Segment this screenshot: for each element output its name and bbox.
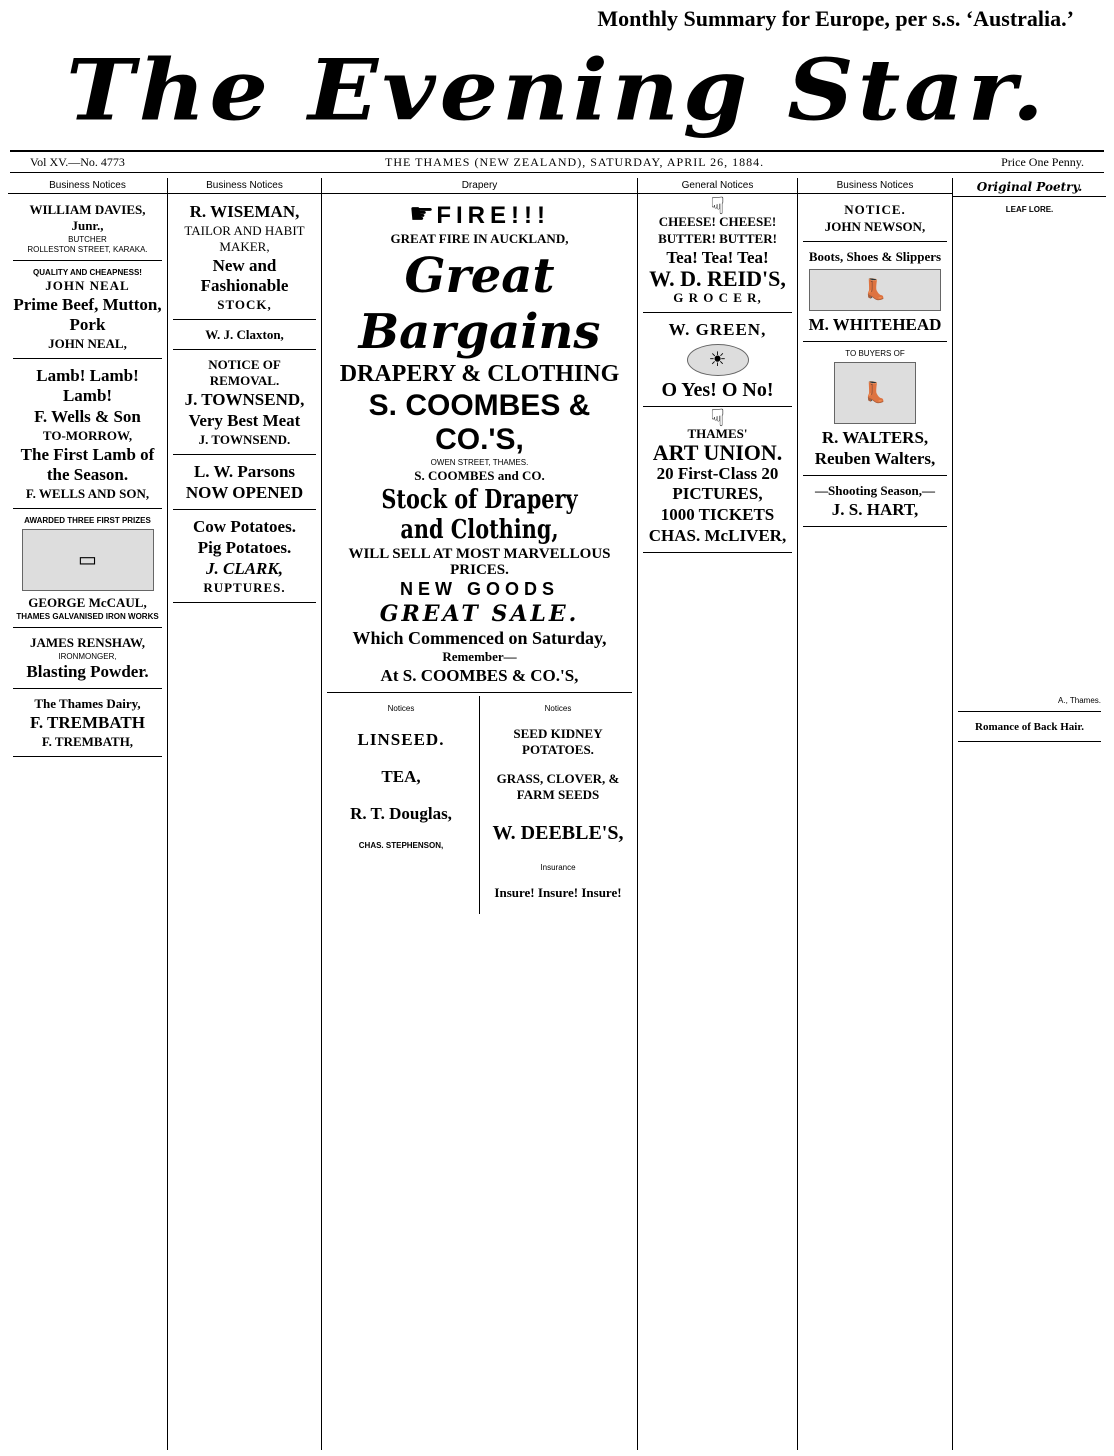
poem-text-area [958,215,1101,695]
green-ad: W. GREEN, ☀ O Yes! O No! [643,316,792,407]
newson-ad: NOTICE. JOHN NEWSON, [803,198,947,242]
boots-illustration-icon: 👢 [809,269,941,311]
column-6 [953,178,1106,1450]
renshaw-ad: JAMES RENSHAW, IRONMONGER, Blasting Powder. [13,631,162,689]
wiseman-ad: R. WISEMAN, TAILOR AND HABIT MAKER, New and Fashionable STOCK, [173,198,316,320]
column-header: Business Notices [8,180,167,194]
wells-ad: Lamb! Lamb! Lamb! F. Wells & Son TO-MORROW, The First Lamb of the Season. F. WELLS AND SON, [13,362,162,509]
column-header: Drapery [322,180,637,194]
volume-number: Vol XV.—No. 4773 [30,155,125,169]
mccaul-ad: AWARDED THREE FIRST PRIZES ▭ GEORGE McCAUL, THAMES GALVANISED IRON WORKS [13,512,162,628]
davies-ad: WILLIAM DAVIES, Junr., BUTCHER ROLLESTON STREET, KARAKA. [13,198,162,261]
walters-ad: TO BUYERS OF 👢 R. WALTERS, Reuben Walters, [803,345,947,476]
column-header: Original Poetry. [953,180,1106,197]
masthead-title: The Evening Star. [66,40,1048,140]
column-2 [168,178,322,1450]
dateline [10,150,1104,173]
townsend-ad: NOTICE OF REMOVAL. J. TOWNSEND, Very Best Meat J. TOWNSEND. [173,353,316,455]
leaf-lore-poem: LEAF LORE. A., Thames. [958,201,1101,712]
sun-emblem-icon: ☀ [687,344,749,376]
column-5 [798,178,953,1450]
price: Price One Penny. [1001,155,1084,169]
summary-note: Monthly Summary for Europe, per s.s. ‘Australia.’ [597,6,1074,31]
column-4 [638,178,798,1450]
artunion-ad: ☟ THAMES' ART UNION. 20 First-Class 20 PICTURES, 1000 TICKETS CHAS. McLIVER, [643,410,792,553]
column-1 [8,178,168,1450]
hart-ad: —Shooting Season,— J. S. HART, [803,479,947,527]
place-date: THE THAMES (NEW ZEALAND), SATURDAY, APRIL 26, 1884. [385,155,765,169]
reid-ad: ☟ CHEESE! CHEESE! BUTTER! BUTTER! Tea! Tea! Tea! W. D. REID'S, G R O C E R, [643,198,792,313]
pointing-hand-icon: ☟ [710,194,725,220]
notices-row [327,696,632,914]
column-header: General Notices [638,180,797,194]
romance-article: Romance of Back Hair. [958,715,1101,742]
column-header: Business Notices [798,180,952,194]
coombes-ad: ☛ FIRE!!! GREAT FIRE IN AUCKLAND, Great Bargains DRAPERY & CLOTHING S. COOMBES & CO.'S, OWEN STREET, THAMES. S. COOMBES and CO. Stock of Drapery and Clothing, WILL SELL AT MOST MARVELLOUS PRICES. NEW GOODS GREAT SALE. Which Commenced on Saturday, Remember— At S. COOMBES & CO.'S, [327,198,632,693]
pointing-hand-icon: ☟ [710,406,725,432]
deeble-ad: Notices SEED KIDNEY POTATOES. GRASS, CLOVER, & FARM SEEDS W. DEEBLE'S, Insurance Insure! Insure! Insure! [492,704,624,900]
clark-ad: Cow Potatoes. Pig Potatoes. J. CLARK, RUPTURES. [173,513,316,603]
douglas-ad: Notices LINSEED. TEA, R. T. Douglas, CHAS. STEPHENSON, [327,696,480,914]
claxton-ad: W. J. Claxton, [173,323,316,350]
dairy-ad: The Thames Dairy, F. TREMBATH F. TREMBATH, [13,692,162,757]
column-3 [322,178,638,1450]
pointing-hand-icon: ☛ [408,199,435,230]
boot-icon: 👢 [834,362,916,424]
neal-ad: QUALITY AND CHEAPNESS! JOHN NEAL Prime Beef, Mutton, Pork JOHN NEAL, [13,264,162,359]
whitehead-ad: Boots, Shoes & Slippers 👢 M. WHITEHEAD [803,245,947,342]
tank-illustration-icon: ▭ [22,529,154,591]
column-header: Business Notices [168,180,321,194]
parsons-ad: L. W. Parsons NOW OPENED [173,458,316,510]
